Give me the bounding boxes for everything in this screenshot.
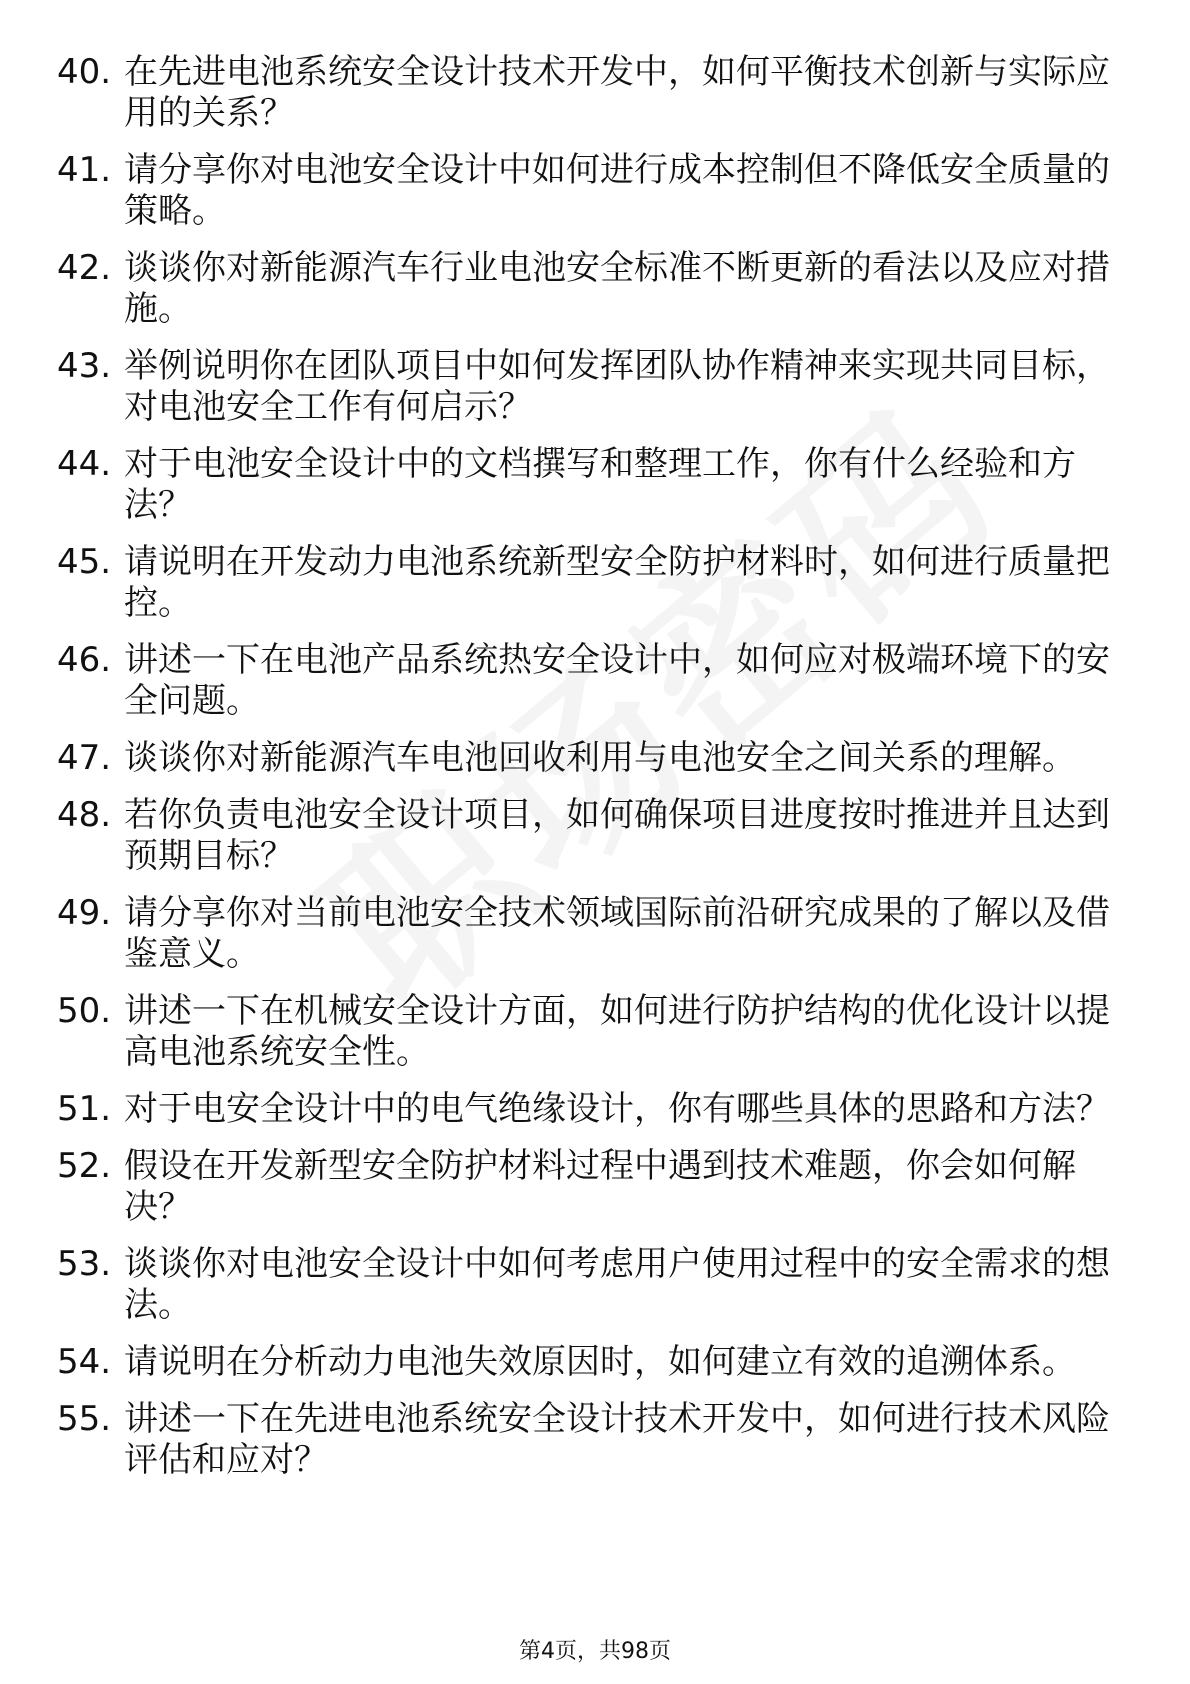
question-number: 42. <box>57 248 112 288</box>
question-item <box>0 893 1190 975</box>
question-number: 52. <box>57 1146 112 1186</box>
question-text: 请分享你对电池安全设计中如何进行成本控制但不降低安全质量的策略。 <box>124 150 1110 231</box>
question-text: 请说明在分析动力电池失效原因时，如何建立有效的追溯体系。 <box>124 1342 1076 1382</box>
question-item <box>0 640 1190 722</box>
question-item <box>0 1244 1190 1326</box>
question-item <box>0 738 1190 779</box>
question-number: 46. <box>57 640 112 680</box>
question-text: 举例说明你在团队项目中如何发挥团队协作精神来实现共同目标，对电池安全工作有何启示？ <box>124 346 1110 427</box>
question-item <box>0 248 1190 330</box>
question-item <box>0 1089 1190 1130</box>
question-number: 48. <box>57 795 112 835</box>
question-text: 谈谈你对新能源汽车行业电池安全标准不断更新的看法以及应对措施。 <box>124 248 1110 329</box>
question-item <box>0 52 1190 134</box>
question-number: 40. <box>57 52 112 92</box>
question-list <box>0 52 1190 1497</box>
question-item <box>0 795 1190 877</box>
question-item <box>0 1399 1190 1481</box>
question-number: 54. <box>57 1342 112 1382</box>
question-text: 在先进电池系统安全设计技术开发中，如何平衡技术创新与实际应用的关系？ <box>124 52 1110 133</box>
question-number: 44. <box>57 444 112 484</box>
question-text: 对于电池安全设计中的文档撰写和整理工作，你有什么经验和方法？ <box>124 444 1076 525</box>
question-item <box>0 150 1190 232</box>
question-text: 若你负责电池安全设计项目，如何确保项目进度按时推进并且达到预期目标？ <box>124 795 1110 876</box>
question-number: 43. <box>57 346 112 386</box>
question-item <box>0 346 1190 428</box>
question-number: 45. <box>57 542 112 582</box>
question-text: 请说明在开发动力电池系统新型安全防护材料时，如何进行质量把控。 <box>124 542 1110 623</box>
question-text: 谈谈你对电池安全设计中如何考虑用户使用过程中的安全需求的想法。 <box>124 1244 1110 1325</box>
page-number-footer: 第4页，共98页 <box>519 1639 671 1664</box>
question-text: 讲述一下在先进电池系统安全设计技术开发中，如何进行技术风险评估和应对？ <box>124 1399 1110 1480</box>
question-number: 53. <box>57 1244 112 1284</box>
question-text: 对于电安全设计中的电气绝缘设计，你有哪些具体的思路和方法？ <box>124 1089 1110 1129</box>
question-number: 50. <box>57 991 112 1031</box>
question-text: 谈谈你对新能源汽车电池回收利用与电池安全之间关系的理解。 <box>124 738 1076 778</box>
question-number: 49. <box>57 893 112 933</box>
question-number: 41. <box>57 150 112 190</box>
question-number: 51. <box>57 1089 112 1129</box>
question-item <box>0 1342 1190 1383</box>
question-text: 请分享你对当前电池安全技术领域国际前沿研究成果的了解以及借鉴意义。 <box>124 893 1110 974</box>
question-number: 55. <box>57 1399 112 1439</box>
question-text: 假设在开发新型安全防护材料过程中遇到技术难题，你会如何解决？ <box>124 1146 1076 1227</box>
question-text: 讲述一下在机械安全设计方面，如何进行防护结构的优化设计以提高电池系统安全性。 <box>124 991 1110 1072</box>
question-item <box>0 542 1190 624</box>
question-item <box>0 1146 1190 1228</box>
question-item <box>0 991 1190 1073</box>
question-number: 47. <box>57 738 112 778</box>
question-item <box>0 444 1190 526</box>
question-text: 讲述一下在电池产品系统热安全设计中，如何应对极端环境下的安全问题。 <box>124 640 1110 721</box>
